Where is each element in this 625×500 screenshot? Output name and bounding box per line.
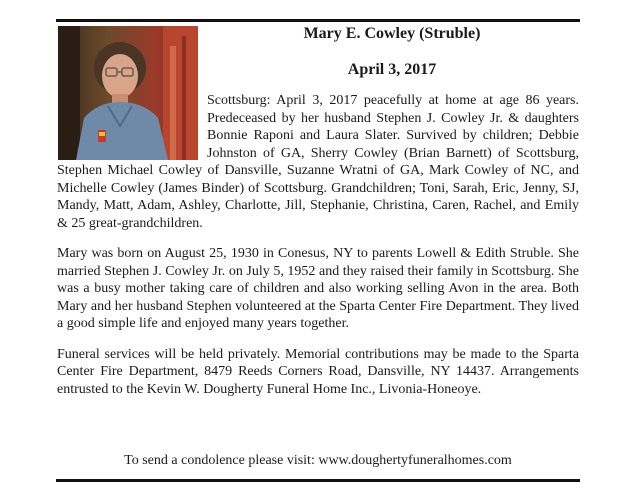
obituary-date: April 3, 2017	[347, 61, 437, 78]
obituary-name: Mary E. Cowley (Struble)	[303, 25, 481, 42]
biography-paragraph: Mary was born on August 25, 1930 in Conesus, NY to parents Lowell & Edith Struble. She married Stephen J. Cowley Jr. on July 5, 1952 and they raised their family in Scottsburg. She was a busy mother taking care of children and also working selling Avon in the area. Both Mary and her husband Stephen volunteered at the Sparta Center Fire Department. They lived a good simple life and enjoyed many years together.	[57, 246, 579, 331]
services-paragraph: Funeral services will be held privately. Memorial contributions may be made to the Sparta Center Fire Department, 8479 Reeds Corners Road, Dansville, NY 14437. Arrangements entrusted to the Kevin W. Dougherty Funeral Home Inc., Livonia-Honeoye.	[57, 346, 579, 397]
condolence-line: To send a condolence please visit: www.doughertyfuneralhomes.com	[124, 453, 512, 468]
photo-spacer	[57, 92, 207, 162]
survivors-paragraph: Scottsburg: April 3, 2017 peacefully at home at age 86 years. Predeceased by her husband Stephen J. Cowley Jr. & daughters Bonnie Raponi and Laura Slater. Survived by children; Debbie Johnston of GA, Sherry Cowley (Brian Barnett) of Scottsburg, Stephen Michael Cowley of Dansville, Suzanne Wratni of GA, Mark Cowley of NC, and Michelle Cowley (James Binder) of Scottsburg. Grandchildren; Toni, Sarah, Eric, Jenny, SJ, Mandy, Matt, Adam, Ashley, Charlotte, Jill, Stephanie, Christina, Caren, Rachel, and Emily & 25 great-grandchildren.	[57, 93, 579, 231]
bottom-rule	[56, 479, 580, 482]
top-rule	[56, 19, 580, 22]
obituary-body	[57, 92, 579, 411]
